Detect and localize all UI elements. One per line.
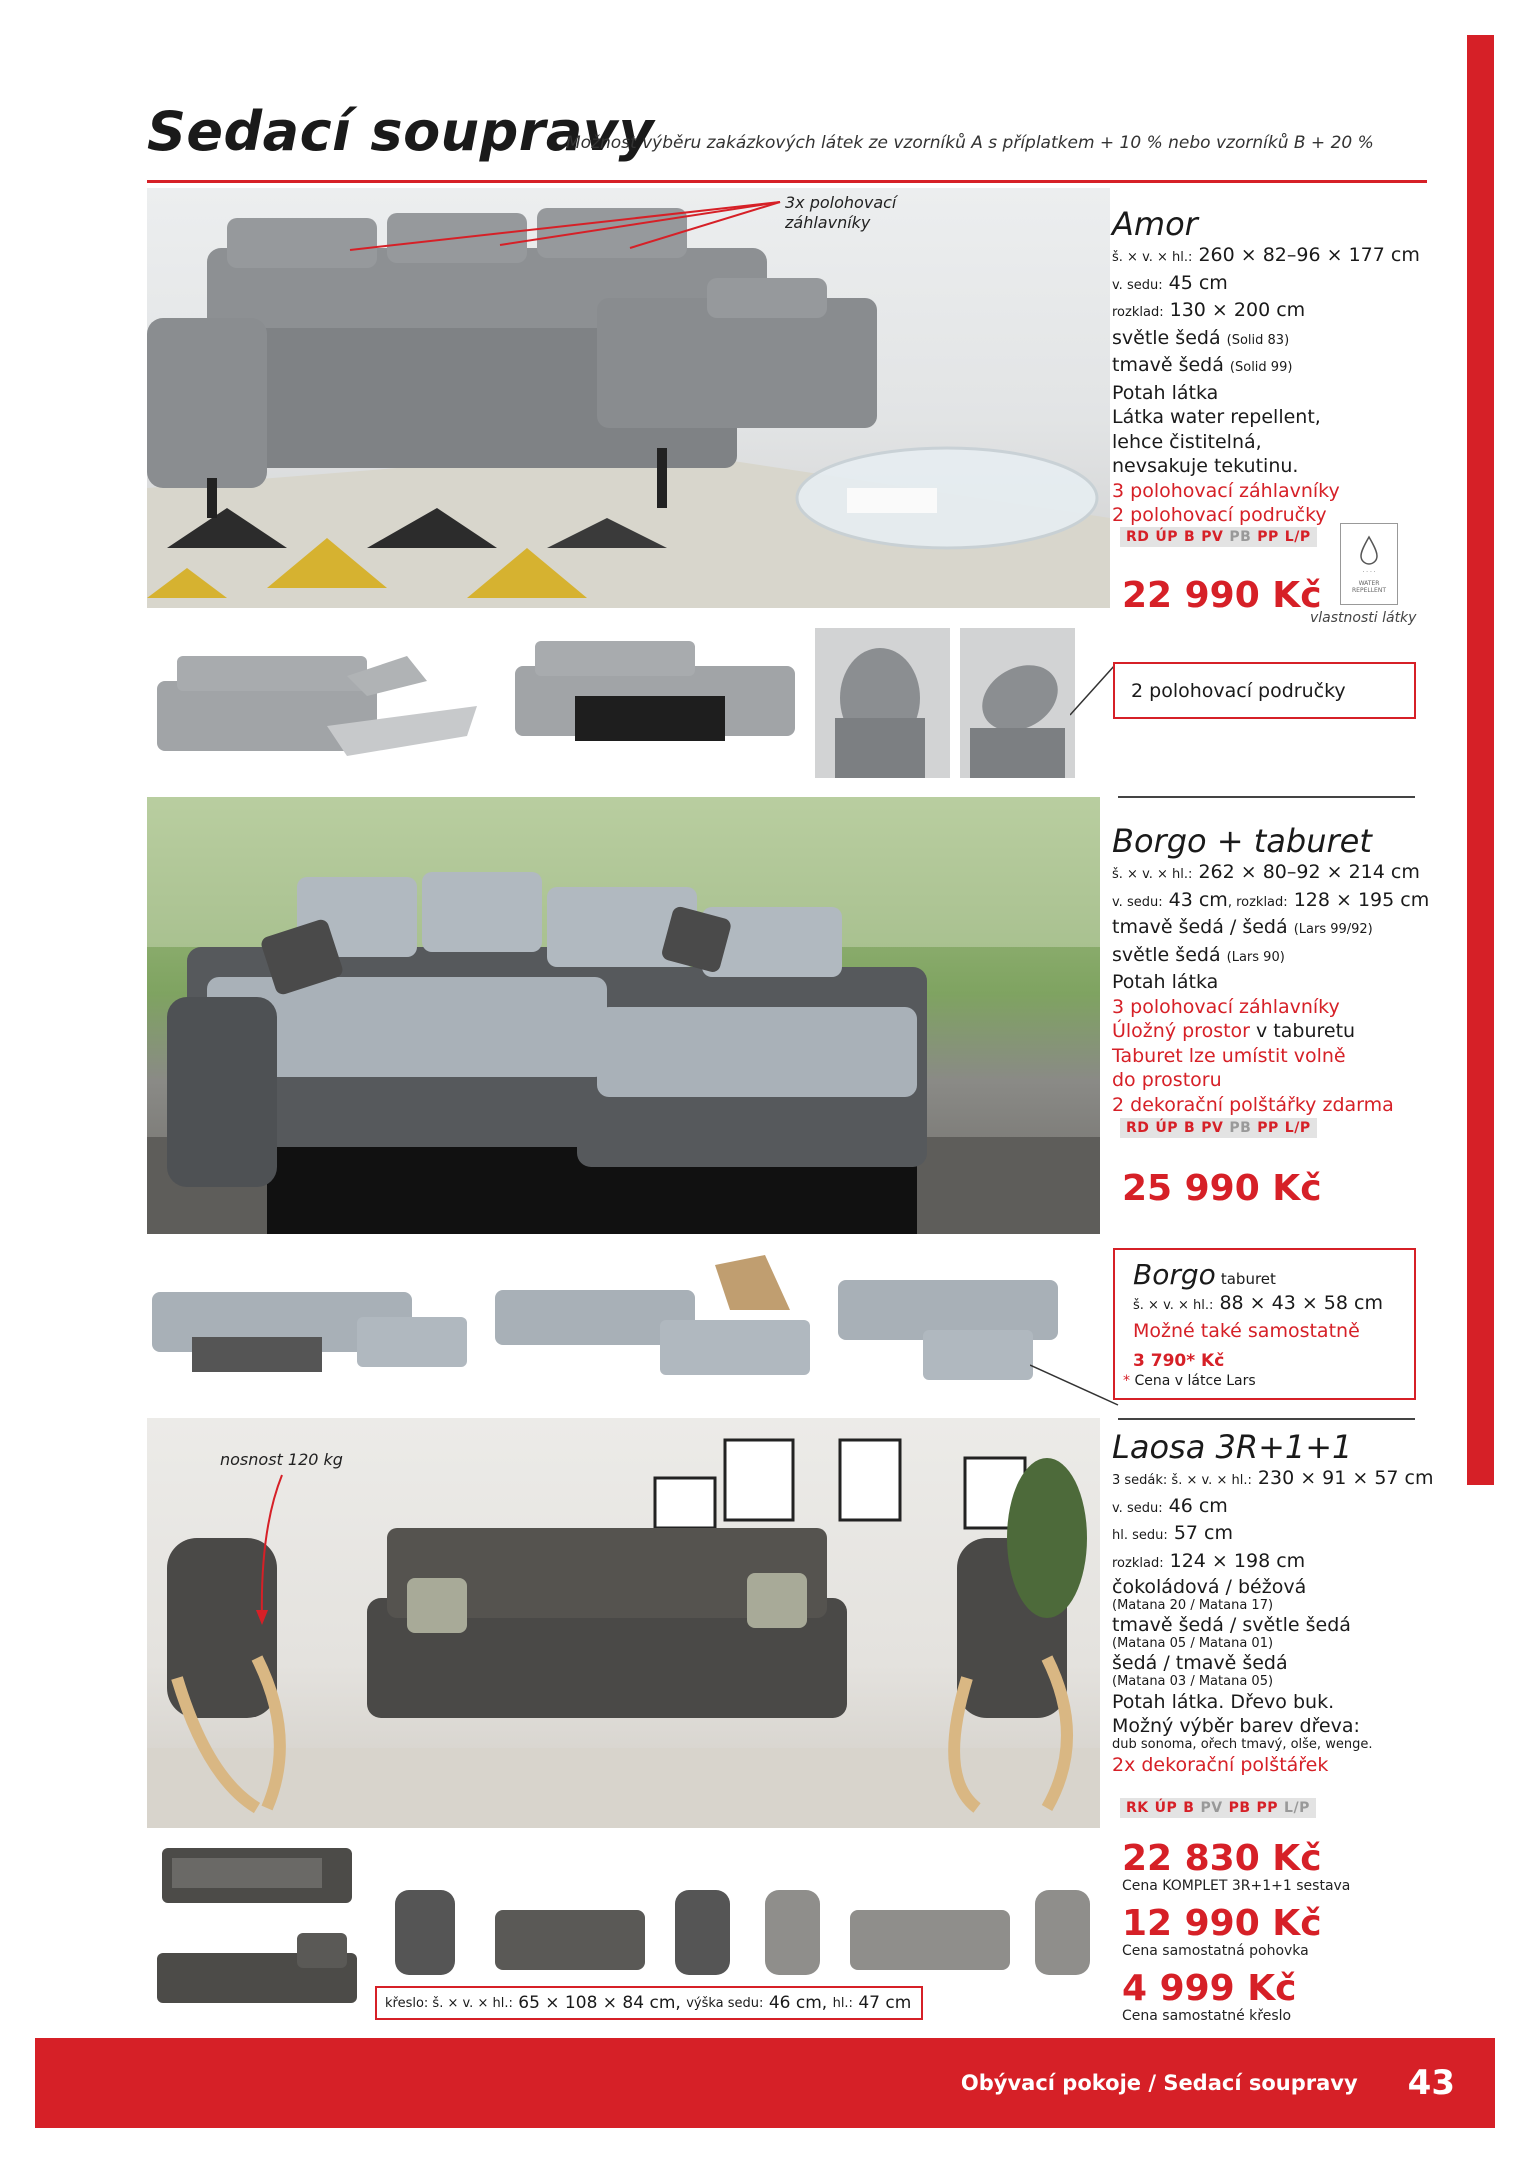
laosa-seat-height: v. sedu: 46 cm — [1112, 1494, 1228, 1517]
laosa-thumb-brown — [385, 1880, 735, 1990]
page-number: 43 — [1407, 2063, 1455, 2103]
taburet-alone: Možné také samostatně — [1133, 1319, 1360, 1342]
laosa-callout: nosnost 120 kg — [220, 1450, 343, 1469]
page-footer — [35, 2038, 1495, 2128]
laosa-tags: RK ÚP B PV PB PP L/P — [1120, 1798, 1316, 1818]
amor-thumb-armrest-2 — [960, 628, 1075, 778]
laosa-specs — [1112, 1428, 1452, 1777]
taburet-note: * Cena v látce Lars — [1123, 1373, 1256, 1389]
laosa-seat-depth: hl. sedu: 57 cm — [1112, 1522, 1233, 1544]
taburet-dims: š. × v. × hl.: 88 × 43 × 58 cm — [1133, 1292, 1383, 1314]
section-divider-1 — [1118, 796, 1415, 798]
amor-tags: RD ÚP B PV PB PP L/P — [1120, 527, 1317, 547]
borgo-main-photo — [147, 797, 1100, 1234]
amor-thumb-armrest-1 — [815, 628, 950, 778]
borgo-specs — [1112, 822, 1452, 1117]
amor-bed: rozklad: 130 × 200 cm — [1112, 299, 1306, 321]
amor-feature-1: 3 polohovací záhlavníky — [1112, 479, 1340, 502]
borgo-name: Borgo + taburet — [1112, 822, 1372, 860]
laosa-color-2: tmavě šedá / světle šedá — [1112, 1614, 1351, 1636]
amor-specs — [1112, 205, 1442, 528]
borgo-color-1: tmavě šedá / šedá (Lars 99/92) — [1112, 916, 1373, 938]
borgo-feature-4: do prostoru — [1112, 1069, 1222, 1091]
laosa-color-2-code: (Matana 05 / Matana 01) — [1112, 1636, 1274, 1651]
section-divider-2 — [1118, 1418, 1415, 1420]
amor-price: 22 990 Kč — [1122, 575, 1322, 616]
laosa-price-sofa: 12 990 Kč — [1122, 1903, 1322, 1944]
borgo-cover: Potah látka — [1112, 971, 1219, 993]
laosa-thumb-open-1 — [147, 1828, 367, 1918]
title-rule — [147, 180, 1427, 183]
amor-dims: š. × v. × hl.: 260 × 82–96 × 177 cm — [1112, 244, 1420, 266]
amor-callout: 3x polohovací záhlavníky — [785, 193, 897, 232]
page-title: Sedací soupravy — [147, 100, 655, 163]
amor-color-1: světle šedá (Solid 83) — [1112, 326, 1290, 349]
laosa-dims: 3 sedák: š. × v. × hl.: 230 × 91 × 57 cm — [1112, 1467, 1434, 1489]
laosa-thumb-open-2 — [147, 1918, 367, 2013]
amor-seat-height: v. sedu: 45 cm — [1112, 271, 1228, 294]
borgo-thumb-1 — [147, 1262, 467, 1387]
taburet-title: Borgo taburet — [1133, 1258, 1276, 1291]
laosa-chair-dims-box: křeslo: š. × v. × hl.: 65 × 108 × 84 cm , výška sedu: 46 cm, hl.: 47 cm — [375, 1986, 923, 2020]
footer-section: Obývací pokoje / Sedací soupravy — [960, 2071, 1358, 2095]
borgo-feature-3: Taburet lze umístit volně — [1112, 1044, 1346, 1067]
borgo-feature-2: Úložný prostor v taburetu — [1112, 1020, 1356, 1042]
amor-name: Amor — [1112, 205, 1198, 243]
laosa-color-1: čokoládová / béžová — [1112, 1576, 1307, 1598]
amor-cover: Potah látka — [1112, 381, 1219, 404]
laosa-name: Laosa 3R+1+1 — [1112, 1428, 1353, 1466]
laosa-price-set: 22 830 Kč — [1122, 1838, 1322, 1879]
laosa-bed: rozklad: 124 × 198 cm — [1112, 1549, 1306, 1572]
footer-text — [961, 2038, 1455, 2128]
borgo-thumb-2 — [490, 1250, 815, 1385]
borgo-taburet-box — [1113, 1248, 1416, 1400]
laosa-price-chair-note: Cena samostatné křeslo — [1122, 2008, 1292, 2024]
amor-fabric-1: Látka water repellent, — [1112, 406, 1321, 428]
amor-fabric-3: nevsakuje tekutinu. — [1112, 455, 1299, 477]
amor-fabric-props-label: vlastnosti látky — [1310, 610, 1417, 626]
laosa-wood-choice: Možný výběr barev dřeva: — [1112, 1714, 1360, 1737]
borgo-color-2: světle šedá (Lars 90) — [1112, 943, 1285, 966]
taburet-price: 3 790* Kč — [1133, 1351, 1225, 1371]
borgo-dims: š. × v. × hl.: 262 × 80–92 × 214 cm — [1112, 861, 1420, 883]
water-repellent-icon: · · · · WATER REPELLENT — [1340, 523, 1398, 605]
amor-fabric-2: lehce čistitelná, — [1112, 430, 1262, 453]
amor-armrest-box: 2 polohovací područky — [1113, 662, 1416, 719]
borgo-tags: RD ÚP B PV PB PP L/P — [1120, 1118, 1317, 1138]
amor-callout-arrows — [340, 190, 800, 270]
borgo-price: 25 990 Kč — [1122, 1168, 1322, 1209]
amor-thumb-2 — [505, 626, 805, 776]
amor-thumb-1 — [147, 636, 477, 776]
laosa-thumb-grey — [755, 1880, 1095, 1990]
laosa-color-3-code: (Matana 03 / Matana 05) — [1112, 1674, 1274, 1689]
taburet-callout-line — [1030, 1360, 1120, 1410]
laosa-wood-list: dub sonoma, ořech tmavý, olše, wenge. — [1112, 1736, 1373, 1752]
borgo-seat-bed: v. sedu: 43 cm, rozklad: 128 × 195 cm — [1112, 888, 1430, 911]
amor-feature-2: 2 polohovací područky — [1112, 504, 1327, 526]
laosa-color-3: šedá / tmavě šedá — [1112, 1652, 1288, 1674]
amor-color-2: tmavě šedá (Solid 99) — [1112, 354, 1293, 376]
laosa-color-1-code: (Matana 20 / Matana 17) — [1112, 1598, 1274, 1613]
laosa-price-chair: 4 999 Kč — [1122, 1968, 1297, 2009]
laosa-callout-arrow — [250, 1470, 300, 1630]
borgo-feature-1: 3 polohovací záhlavníky — [1112, 995, 1340, 1018]
laosa-cover: Potah látka. Dřevo buk. — [1112, 1691, 1335, 1713]
borgo-feature-5: 2 dekorační polštářky zdarma — [1112, 1093, 1394, 1116]
laosa-price-set-note: Cena KOMPLET 3R+1+1 sestava — [1122, 1878, 1351, 1894]
laosa-feature-1: 2x dekorační polštářek — [1112, 1753, 1329, 1776]
laosa-price-sofa-note: Cena samostatná pohovka — [1122, 1943, 1309, 1959]
side-accent-bar — [1467, 35, 1494, 1485]
page-subtitle: Možnost výběru zakázkových látek ze vzorníků A s příplatkem + 10 % nebo vzorníků B + 20 % — [566, 133, 1374, 153]
